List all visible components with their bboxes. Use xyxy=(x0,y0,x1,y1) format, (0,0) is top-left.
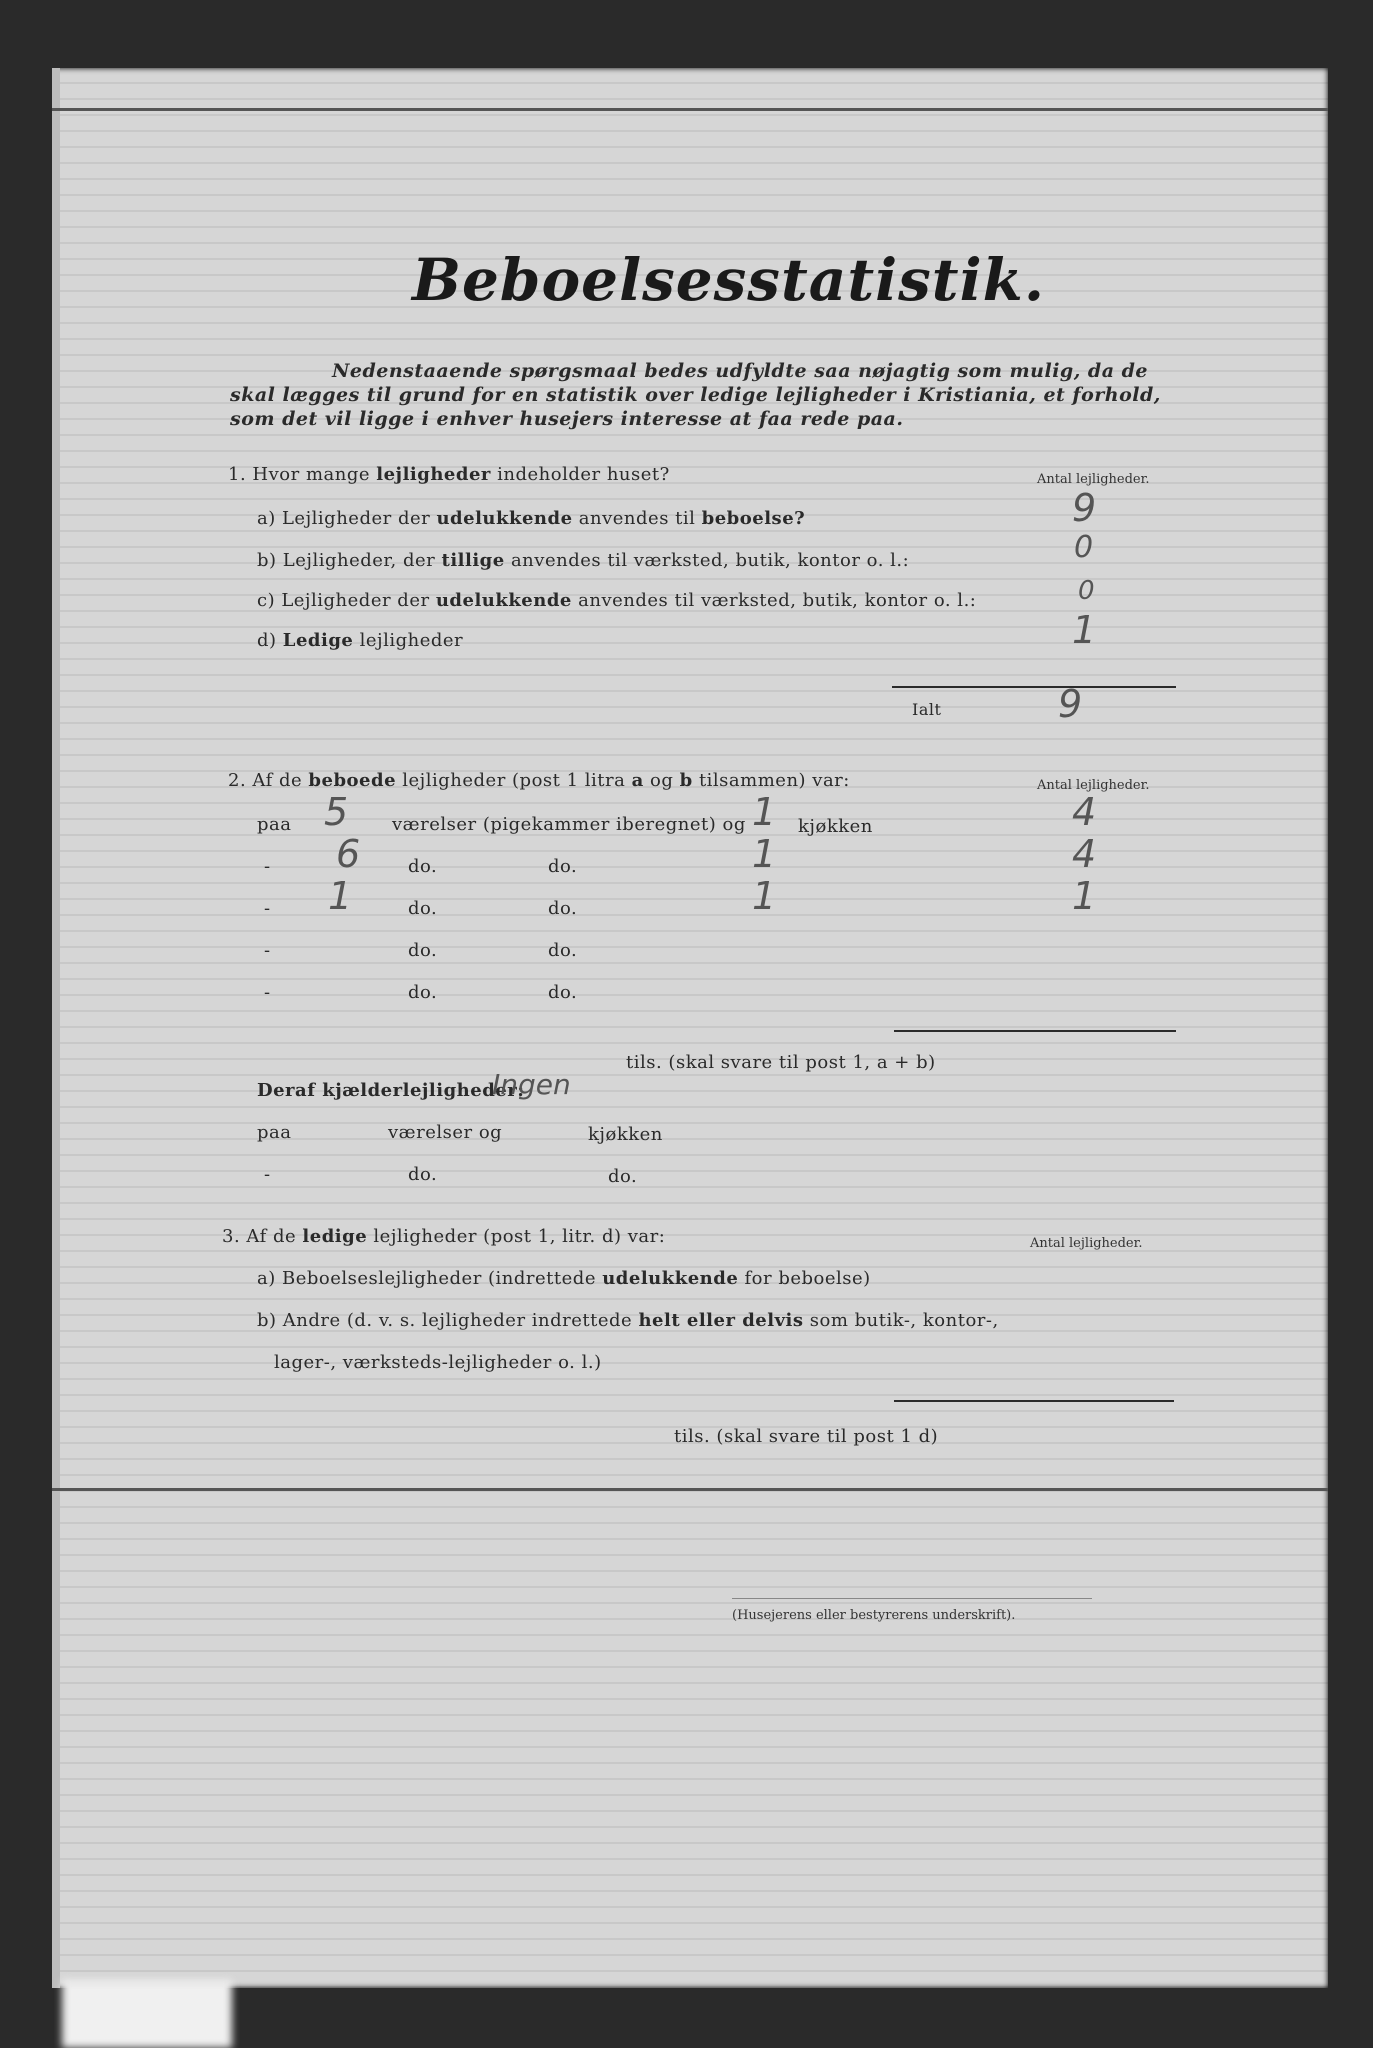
q2-row1-kitchens[interactable]: 1 xyxy=(752,790,777,834)
q2-row2-dash: - xyxy=(264,856,271,877)
q2-row5-dash: - xyxy=(264,982,271,1003)
q3-a xyxy=(257,1268,871,1289)
q2-row4-do-1: do. xyxy=(408,940,438,961)
q2-text-f: b xyxy=(679,770,693,791)
q1-b-bold: tillige xyxy=(441,550,505,571)
q2-row3-count[interactable]: 1 xyxy=(1072,874,1097,918)
q3-text-a: Af de xyxy=(246,1226,297,1247)
film-flare xyxy=(62,1980,232,2048)
q2-row3-rooms[interactable]: 1 xyxy=(328,874,353,918)
q2-row2-do-2: do. xyxy=(548,856,578,877)
q2-row3-do-1: do. xyxy=(408,898,438,919)
q2-row3-do-2: do. xyxy=(548,898,578,919)
intro-line-1: Nedenstaaende spørgsmaal bedes udfyldte saa nøjagtig som mulig, da de xyxy=(332,360,1149,382)
q3-total-rule xyxy=(894,1400,1174,1402)
q3-text-c: lejligheder (post 1, litr. d) var: xyxy=(373,1226,666,1247)
q1-d-bold: Ledige xyxy=(282,630,354,651)
q3-a-bold: udelukkende xyxy=(602,1268,739,1289)
q1-a-bold-1: udelukkende xyxy=(436,508,573,529)
q1-a xyxy=(257,508,805,529)
bottom-rule xyxy=(52,1488,1328,1491)
q2-row1-vaerelser: værelser (pigekammer iberegnet) og xyxy=(392,814,746,835)
q2-deraf-paa: paa xyxy=(257,1122,292,1143)
form-sheet xyxy=(52,68,1328,1988)
sheet-edge xyxy=(52,68,60,1988)
q2-row1-count[interactable]: 4 xyxy=(1072,790,1097,834)
q2-row3-kitchens[interactable]: 1 xyxy=(752,874,777,918)
q1-a-mid: anvendes til xyxy=(578,508,696,529)
q2-row2-rooms[interactable]: 6 xyxy=(336,832,361,876)
q2-row1-paa: paa xyxy=(257,814,292,835)
q1-c-value[interactable]: 0 xyxy=(1078,576,1095,606)
q1-text xyxy=(228,464,670,485)
q2-text-b: beboede xyxy=(308,770,397,791)
q1-total-rule xyxy=(892,686,1176,688)
q1-a-bold-2: beboelse? xyxy=(701,508,806,529)
q1-b-label: b) Lejligheder, der xyxy=(257,550,436,571)
q1-d-rest: lejligheder xyxy=(359,630,464,651)
q1-b-value[interactable]: 0 xyxy=(1074,530,1094,565)
q2-row2-kitchens[interactable]: 1 xyxy=(752,832,777,876)
q3-column-header: Antal lejligheder. xyxy=(1030,1236,1143,1251)
q1-a-label: a) Lejligheder der xyxy=(257,508,431,529)
q2-text-e: og xyxy=(650,770,674,791)
signature-line[interactable] xyxy=(732,1598,1092,1599)
q1-c-label: c) Lejligheder der xyxy=(257,590,430,611)
form-title: Beboelsesstatistik. xyxy=(412,246,1046,314)
q1-c xyxy=(257,590,976,611)
q1-d-value[interactable]: 1 xyxy=(1072,608,1097,652)
q2-text xyxy=(228,770,850,791)
q1-text-c: indeholder huset? xyxy=(497,464,670,485)
q2-row2-count[interactable]: 4 xyxy=(1072,832,1097,876)
q1-c-rest: anvendes til værksted, butik, kontor o. l.: xyxy=(578,590,977,611)
q2-row2-do-1: do. xyxy=(408,856,438,877)
q2-row5-do-1: do. xyxy=(408,982,438,1003)
q2-text-g: tilsammen) var: xyxy=(698,770,850,791)
q1-d xyxy=(257,630,463,651)
q2-deraf xyxy=(257,1080,524,1101)
q1-b-rest: anvendes til værksted, butik, kontor o. l.: xyxy=(510,550,910,571)
q3-b-label: b) Andre (d. v. s. lejligheder indrettede xyxy=(257,1310,633,1331)
q3-text-b: ledige xyxy=(302,1226,368,1247)
q3-a-label: a) Beboelseslejligheder (indrettede xyxy=(257,1268,596,1289)
q1-a-value[interactable]: 9 xyxy=(1072,486,1097,530)
q2-row1-rooms[interactable]: 5 xyxy=(324,790,349,834)
q2-total-rule xyxy=(894,1030,1176,1032)
q1-c-bold: udelukkende xyxy=(435,590,572,611)
q2-column-header: Antal lejligheder. xyxy=(1037,778,1150,793)
q2-row5-do-2: do. xyxy=(548,982,578,1003)
q2-deraf-value[interactable]: Ingen xyxy=(492,1068,571,1101)
q1-total-value[interactable]: 9 xyxy=(1058,682,1083,726)
q2-deraf-dash: - xyxy=(264,1164,271,1185)
intro-line-3: som det vil ligge i enhver husejers interesse at faa rede paa. xyxy=(230,408,904,430)
q3-b-rest: som butik-, kontor-, xyxy=(809,1310,999,1331)
q3-b-bold: helt eller delvis xyxy=(638,1310,804,1331)
q3-tils: tils. (skal svare til post 1 d) xyxy=(674,1426,939,1447)
q1-d-label: d) xyxy=(257,630,277,651)
q2-row4-dash: - xyxy=(264,940,271,961)
q1-number: 1. xyxy=(228,464,247,485)
signature-caption: (Husejerens eller bestyrerens underskrift). xyxy=(732,1608,1016,1623)
q3-text xyxy=(222,1226,665,1247)
q3-b-line2: lager-, værksteds-lejligheder o. l.) xyxy=(274,1352,602,1373)
q1-total-label: Ialt xyxy=(912,700,942,719)
q2-deraf-label: Deraf kjælderlejligheder: xyxy=(257,1080,525,1101)
top-rule xyxy=(52,108,1328,111)
q1-b xyxy=(257,550,909,571)
q2-text-d: a xyxy=(631,770,644,791)
q2-deraf-do-2: do. xyxy=(608,1166,638,1187)
q3-number: 3. xyxy=(222,1226,241,1247)
q2-number: 2. xyxy=(228,770,247,791)
q1-column-header: Antal lejligheder. xyxy=(1037,472,1150,487)
q2-deraf-do-1: do. xyxy=(408,1164,438,1185)
q3-a-rest: for beboelse) xyxy=(744,1268,871,1289)
q1-text-a: Hvor mange xyxy=(252,464,371,485)
q2-row4-do-2: do. xyxy=(548,940,578,961)
q2-deraf-vaerelser: værelser og xyxy=(388,1122,503,1143)
q2-row3-dash: - xyxy=(264,898,271,919)
q2-text-a: Af de xyxy=(252,770,303,791)
q3-b xyxy=(257,1310,999,1331)
intro-line-2: skal lægges til grund for en statistik over ledige lejligheder i Kristiania, et forhold, xyxy=(230,384,1161,406)
q2-deraf-kjokken: kjøkken xyxy=(588,1124,663,1145)
q2-row1-kjokken: kjøkken xyxy=(798,816,873,837)
q2-tils: tils. (skal svare til post 1, a + b) xyxy=(626,1052,936,1073)
q2-text-c: lejligheder (post 1 litra xyxy=(402,770,626,791)
q1-text-b: lejligheder xyxy=(376,464,491,485)
